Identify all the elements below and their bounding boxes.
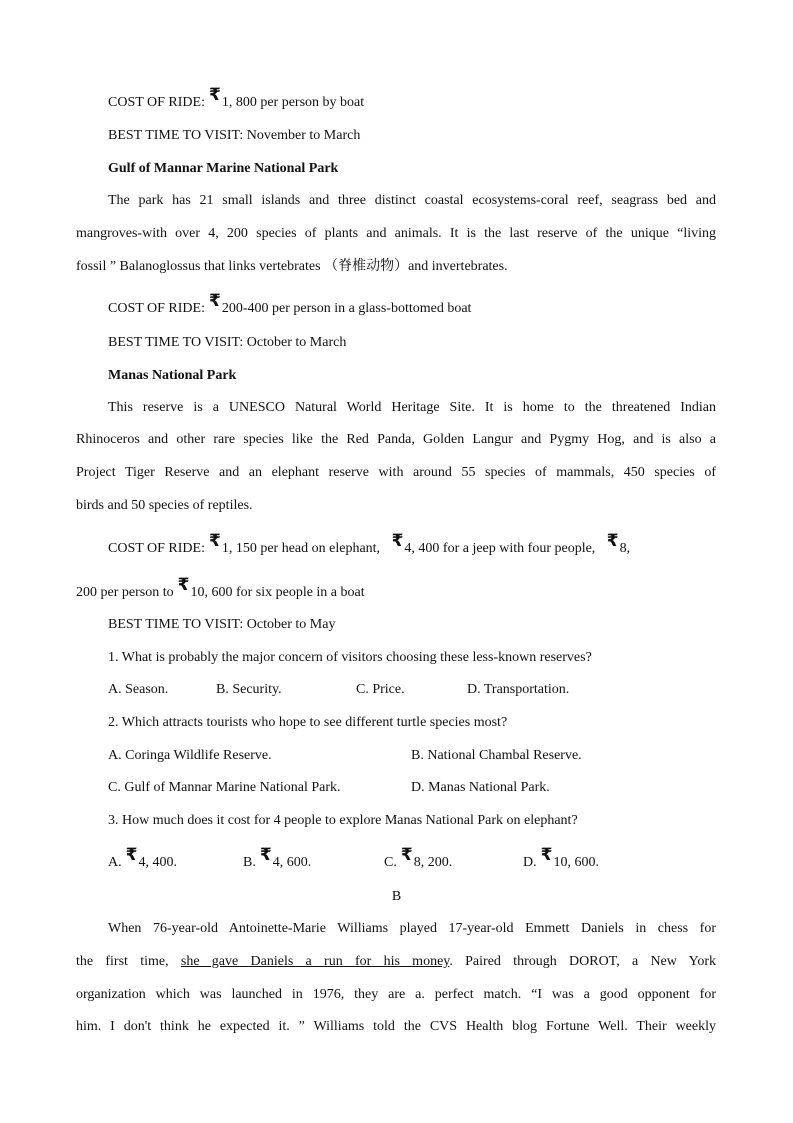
rupee-icon: ₹ [400, 845, 413, 865]
rupee-icon: ₹ [208, 85, 221, 105]
rupee-icon: ₹ [259, 845, 272, 865]
rupee-icon: ₹ [208, 531, 221, 551]
passage-b-line: organization which was launched in 1976, they are a. perfect match. “I was a good opponent for [76, 987, 716, 1002]
rupee-icon: ₹ [540, 845, 553, 865]
question-2-stem: 2. Which attracts tourists who hope to see different turtle species most? [108, 715, 508, 730]
manas-paragraph-line: Project Tiger Reserve and an elephant reserve with around 55 species of mammals, 450 species of [76, 465, 716, 480]
question-2-option-c[interactable]: C. Gulf of Mannar Marine National Park. [108, 780, 341, 795]
manas-paragraph-line: Rhinoceros and other rare species like the Red Panda, Golden Langur and Pygmy Hog, and is also a [76, 432, 716, 447]
question-1-option-b[interactable]: B. Security. [216, 682, 282, 697]
rupee-icon: ₹ [208, 291, 221, 311]
section-title-manas: Manas National Park [108, 368, 237, 383]
rupee-icon: ₹ [391, 531, 404, 551]
question-3-stem: 3. How much does it cost for 4 people to explore Manas National Park on elephant? [108, 813, 578, 828]
section-title-gulf: Gulf of Mannar Marine National Park [108, 161, 339, 176]
gulf-paragraph-line: fossil ” Balanoglossus that links vertebrates （脊椎动物）and invertebrates. [76, 259, 508, 274]
cost-of-ride-line-1: COST OF RIDE: ₹1, 800 per person by boat [108, 85, 365, 110]
cost-of-ride-line-gulf: COST OF RIDE: ₹200-400 per person in a glass-bottomed boat [108, 291, 472, 316]
gulf-paragraph-line: The park has 21 small islands and three distinct coastal ecosystems-coral reef, seagrass bed and [108, 193, 716, 208]
question-3-option-c[interactable]: C. ₹8, 200. [384, 845, 453, 870]
question-1-option-c[interactable]: C. Price. [356, 682, 405, 697]
question-1-option-d[interactable]: D. Transportation. [467, 682, 570, 697]
passage-b-line: When 76-year-old Antoinette-Marie Williams played 17-year-old Emmett Daniels in chess for [108, 921, 716, 936]
manas-paragraph-line: birds and 50 species of reptiles. [76, 498, 253, 513]
question-1-option-a[interactable]: A. Season. [108, 682, 169, 697]
underlined-phrase: she gave Daniels a run for his money [180, 954, 450, 969]
section-b-label: B [391, 889, 402, 904]
passage-b-line: him. I don't think he expected it. ” Williams told the CVS Health blog Fortune Well. Their weekly [76, 1019, 716, 1034]
rupee-icon: ₹ [125, 845, 138, 865]
question-2-option-d[interactable]: D. Manas National Park. [411, 780, 550, 795]
question-3-option-a[interactable]: A. ₹4, 400. [108, 845, 177, 870]
passage-b-line: the first time, she gave Daniels a run for his money. Paired through DOROT, a New York [76, 954, 717, 969]
rupee-icon: ₹ [606, 531, 619, 551]
best-time-line-manas: BEST TIME TO VISIT: October to May [108, 617, 336, 632]
question-3-option-d[interactable]: D. ₹10, 600. [523, 845, 599, 870]
gulf-paragraph-line: mangroves-with over 4, 200 species of plants and animals. It is the last reserve of the unique “living [76, 226, 716, 241]
question-3-option-b[interactable]: B. ₹4, 600. [243, 845, 312, 870]
question-2-option-a[interactable]: A. Coringa Wildlife Reserve. [108, 748, 272, 763]
best-time-line-gulf: BEST TIME TO VISIT: October to March [108, 335, 347, 350]
question-2-option-b[interactable]: B. National Chambal Reserve. [411, 748, 582, 763]
question-1-stem: 1. What is probably the major concern of visitors choosing these less-known reserves? [108, 650, 592, 665]
best-time-line-1: BEST TIME TO VISIT: November to March [108, 128, 361, 143]
cost-of-ride-line-manas: COST OF RIDE: ₹1, 150 per head on elephant, ₹4, 400 for a jeep with four people, ₹8, [108, 531, 631, 556]
rupee-icon: ₹ [177, 575, 190, 595]
manas-paragraph-line: This reserve is a UNESCO Natural World Heritage Site. It is home to the threatened Indian [108, 400, 716, 415]
cost-of-ride-line-manas-2: 200 per person to ₹10, 600 for six people in a boat [76, 575, 365, 600]
